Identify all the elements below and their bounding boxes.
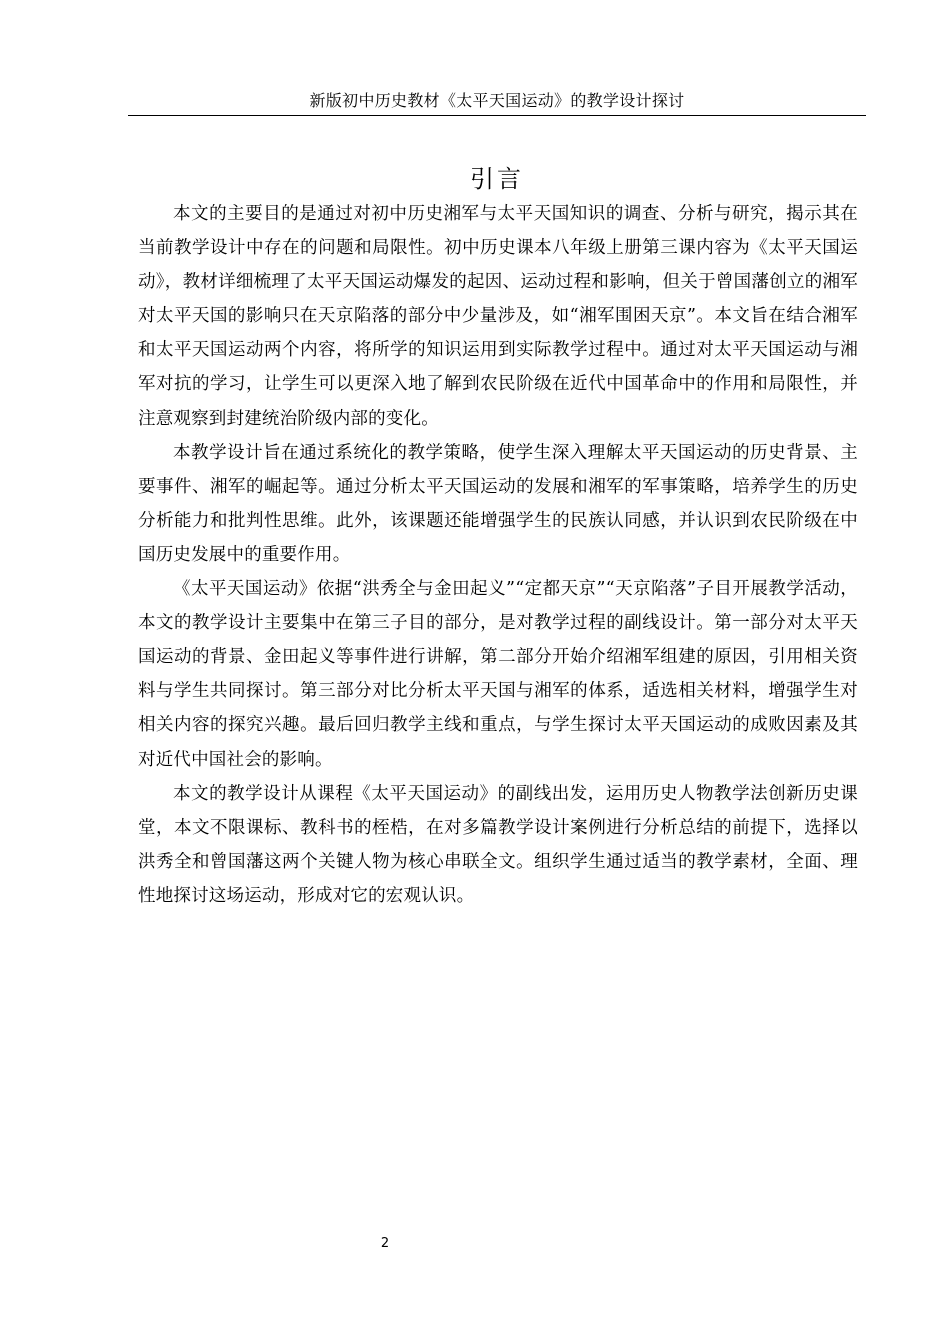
section-body <box>138 197 858 913</box>
paragraph: 本文的主要目的是通过对初中历史湘军与太平天国知识的调查、分析与研究，揭示其在当前教学设计中存在的问题和局限性。初中历史课本八年级上册第三课内容为《太平天国运动》，教材详细梳理了太平天国运动爆发的起因、运动过程和影响，但关于曾国藩创立的湘军对太平天国的影响只在天京陷落的部分中少量涉及，如“湘军围困天京”。本文旨在结合湘军和太平天国运动两个内容，将所学的知识运用到实际教学过程中。通过对太平天国运动与湘军对抗的学习，让学生可以更深入地了解到农民阶级在近代中国革命中的作用和局限性，并注意观察到封建统治阶级内部的变化。 <box>138 204 858 429</box>
section-title: 引言 <box>470 165 524 194</box>
paragraph: 本文的教学设计从课程《太平天国运动》的副线出发，运用历史人物教学法创新历史课堂，本文不限课标、教科书的桎梏，在对多篇教学设计案例进行分析总结的前提下，选择以洪秀全和曾国藩这两个关键人物为核心串联全文。组织学生通过适当的教学素材，全面、理性地探讨这场运动，形成对它的宏观认识。 <box>138 783 858 906</box>
page-number: 2 <box>380 1236 390 1251</box>
header-divider <box>128 115 866 116</box>
running-header: 新版初中历史教材《太平天国运动》的教学设计探讨 <box>309 91 685 110</box>
paragraph: 《太平天国运动》依据“洪秀全与金田起义”“定都天京”“天京陷落”子目开展教学活动，本文的教学设计主要集中在第三子目的部分，是对教学过程的副线设计。第一部分对太平天国运动的背景、金田起义等事件进行讲解，第二部分开始介绍湘军组建的原因，引用相关资料与学生共同探讨。第三部分对比分析太平天国与湘军的体系，适选相关材料，增强学生对相关内容的探究兴趣。最后回归教学主线和重点，与学生探讨太平天国运动的成败因素及其对近代中国社会的影响。 <box>138 579 858 770</box>
paragraph: 本教学设计旨在通过系统化的教学策略，使学生深入理解太平天国运动的历史背景、主要事件、湘军的崛起等。通过分析太平天国运动的发展和湘军的军事策略，培养学生的历史分析能力和批判性思维。此外，该课题还能增强学生的民族认同感，并认识到农民阶级在中国历史发展中的重要作用。 <box>138 442 858 565</box>
